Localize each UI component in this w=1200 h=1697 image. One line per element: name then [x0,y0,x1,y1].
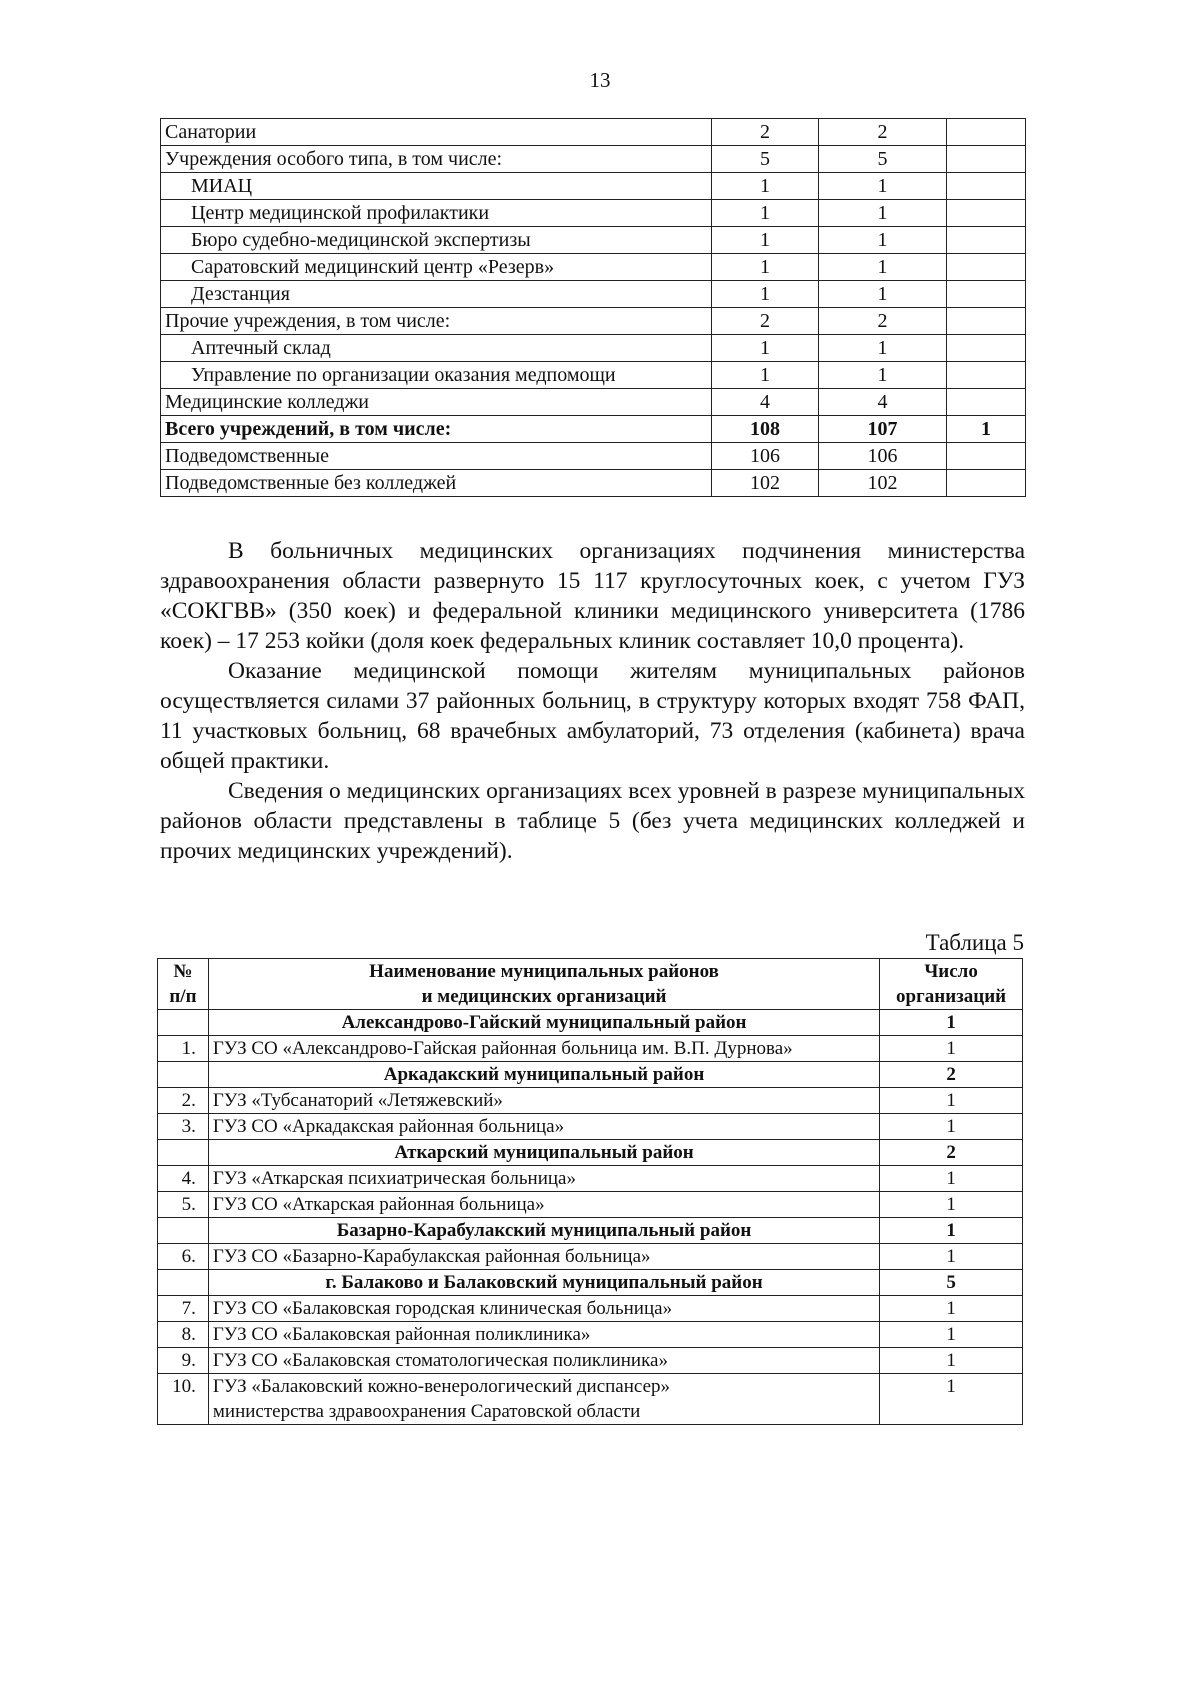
value-col-2: 106 [819,443,947,470]
paragraph: Оказание медицинской помощи жителям муниципальных районов осуществляется силами 37 районных больниц, в структуру которых входят 758 ФАП, 11 участковых больниц, 68 врачебных амбулаторий, 73 отделения (кабинета) врача общей практики. [160,658,1025,774]
row-count: 1 [880,1244,1023,1270]
value-col-2: 1 [819,362,947,389]
value-col-3 [947,254,1026,281]
row-number: 1. [158,1036,209,1062]
row-name: Аткарский муниципальный район [208,1140,879,1166]
row-count: 2 [880,1062,1023,1088]
value-col-2: 107 [819,416,947,443]
row-number: 5. [158,1192,209,1218]
row-name: Дезстанция [161,281,712,308]
value-col-3 [947,308,1026,335]
row-count: 1 [880,1088,1023,1114]
table-row [161,362,1026,389]
row-name: г. Балаково и Балаковский муниципальный район [208,1270,879,1296]
table-header-row [158,959,1023,1010]
institutions-table [160,118,1026,497]
row-name: ГУЗ СО «Аткарская районная больница» [208,1192,879,1218]
value-col-3 [947,443,1026,470]
value-col-2: 1 [819,281,947,308]
row-name: Саратовский медицинский центр «Резерв» [161,254,712,281]
row-count: 1 [880,1036,1023,1062]
value-col-2: 1 [819,254,947,281]
value-col-3: 1 [947,416,1026,443]
value-col-2: 1 [819,335,947,362]
value-col-1: 102 [712,470,819,497]
header-num: № п/п [158,959,209,1010]
row-count: 1 [880,1010,1023,1036]
table-row [161,416,1026,443]
value-col-2: 2 [819,119,947,146]
row-name: ГУЗ СО «Балаковская стоматологическая поликлиника» [208,1348,879,1374]
table-row [161,281,1026,308]
row-count: 1 [880,1218,1023,1244]
row-name: Александрово-Гайский муниципальный район [208,1010,879,1036]
value-col-3 [947,173,1026,200]
row-name: Подведомственные [161,443,712,470]
row-number: 10. [158,1374,209,1425]
value-col-1: 106 [712,443,819,470]
row-number: 2. [158,1088,209,1114]
paragraph: Сведения о медицинских организациях всех уровней в разрезе муниципальных районов области представлены в таблице 5 (без учета медицинских колледжей и прочих медицинских учреждений). [160,778,1025,864]
value-col-3 [947,119,1026,146]
row-name: Управление по организации оказания медпомощи [161,362,712,389]
row-count: 1 [880,1192,1023,1218]
row-number: 3. [158,1114,209,1140]
row-number: 6. [158,1244,209,1270]
row-number: 8. [158,1322,209,1348]
row-number [158,1218,209,1244]
table-row [161,200,1026,227]
table-row [161,335,1026,362]
district-row [158,1010,1023,1036]
row-name: Всего учреждений, в том числе: [161,416,712,443]
value-col-3 [947,200,1026,227]
value-col-1: 1 [712,173,819,200]
row-name: Аптечный склад [161,335,712,362]
table-row [161,470,1026,497]
organization-row [158,1036,1023,1062]
value-col-3 [947,146,1026,173]
districts-table [157,958,1023,1425]
organization-row [158,1296,1023,1322]
row-count: 1 [880,1374,1023,1425]
row-name: Подведомственные без колледжей [161,470,712,497]
row-name: ГУЗ «Балаковский кожно-венерологический диспансер» министерства здравоохранения Саратовской области [208,1374,879,1425]
organization-row [158,1244,1023,1270]
value-col-1: 5 [712,146,819,173]
value-col-1: 2 [712,119,819,146]
row-number: 9. [158,1348,209,1374]
row-name: Центр медицинской профилактики [161,200,712,227]
value-col-2: 1 [819,173,947,200]
row-name: Бюро судебно-медицинской экспертизы [161,227,712,254]
row-name: ГУЗ СО «Александрово-Гайская районная больница им. В.П. Дурнова» [208,1036,879,1062]
row-count: 2 [880,1140,1023,1166]
row-name: Учреждения особого типа, в том числе: [161,146,712,173]
organization-row [158,1348,1023,1374]
value-col-2: 1 [819,200,947,227]
row-count: 1 [880,1114,1023,1140]
organization-row [158,1114,1023,1140]
value-col-1: 1 [712,254,819,281]
value-col-2: 4 [819,389,947,416]
paragraph: В больничных медицинских организациях подчинения министерства здравоохранения области развернуто 15 117 круглосуточных коек, с учетом ГУЗ «СОКГВВ» (350 коек) и федеральной клиники медицинского университета (1786 коек) – 17 253 койки (доля коек федеральных клиник составляет 10,0 процента). [160,538,1025,654]
organization-row [158,1166,1023,1192]
value-col-1: 4 [712,389,819,416]
header-count: Число организаций [880,959,1023,1010]
row-name: ГУЗ «Тубсанаторий «Летяжевский» [208,1088,879,1114]
district-row [158,1062,1023,1088]
row-count: 1 [880,1348,1023,1374]
district-row [158,1218,1023,1244]
table-row [161,254,1026,281]
row-name: ГУЗ СО «Базарно-Карабулакская районная больница» [208,1244,879,1270]
row-name: ГУЗ СО «Аркадакская районная больница» [208,1114,879,1140]
value-col-2: 5 [819,146,947,173]
value-col-3 [947,470,1026,497]
table-row [161,389,1026,416]
header-name: Наименование муниципальных районов и медицинских организаций [208,959,879,1010]
table-caption: Таблица 5 [925,930,1024,955]
row-count: 1 [880,1322,1023,1348]
row-number [158,1270,209,1296]
row-name: Аркадакский муниципальный район [208,1062,879,1088]
row-number [158,1062,209,1088]
table-row [161,443,1026,470]
body-text [160,536,1025,866]
table-row [161,119,1026,146]
row-name: ГУЗ «Аткарская психиатрическая больница» [208,1166,879,1192]
organization-row [158,1088,1023,1114]
value-col-2: 1 [819,227,947,254]
row-name: МИАЦ [161,173,712,200]
organization-row [158,1322,1023,1348]
value-col-1: 1 [712,281,819,308]
value-col-3 [947,281,1026,308]
row-number: 4. [158,1166,209,1192]
value-col-2: 2 [819,308,947,335]
row-name: Базарно-Карабулакский муниципальный район [208,1218,879,1244]
row-number: 7. [158,1296,209,1322]
value-col-3 [947,335,1026,362]
table-row [161,227,1026,254]
table-row [161,308,1026,335]
table-row [161,173,1026,200]
value-col-1: 2 [712,308,819,335]
row-count: 1 [880,1296,1023,1322]
value-col-1: 1 [712,227,819,254]
table-row [161,146,1026,173]
organization-row [158,1374,1023,1425]
value-col-3 [947,389,1026,416]
value-col-1: 1 [712,362,819,389]
value-col-1: 1 [712,335,819,362]
row-name: ГУЗ СО «Балаковская городская клиническая больница» [208,1296,879,1322]
organization-row [158,1192,1023,1218]
row-number [158,1140,209,1166]
row-count: 5 [880,1270,1023,1296]
row-name: Санатории [161,119,712,146]
value-col-1: 108 [712,416,819,443]
district-row [158,1140,1023,1166]
value-col-3 [947,227,1026,254]
district-row [158,1270,1023,1296]
page-number: 13 [589,68,611,92]
row-name: Медицинские колледжи [161,389,712,416]
row-count: 1 [880,1166,1023,1192]
value-col-3 [947,362,1026,389]
row-name: Прочие учреждения, в том числе: [161,308,712,335]
row-number [158,1010,209,1036]
row-name: ГУЗ СО «Балаковская районная поликлиника» [208,1322,879,1348]
value-col-2: 102 [819,470,947,497]
value-col-1: 1 [712,200,819,227]
